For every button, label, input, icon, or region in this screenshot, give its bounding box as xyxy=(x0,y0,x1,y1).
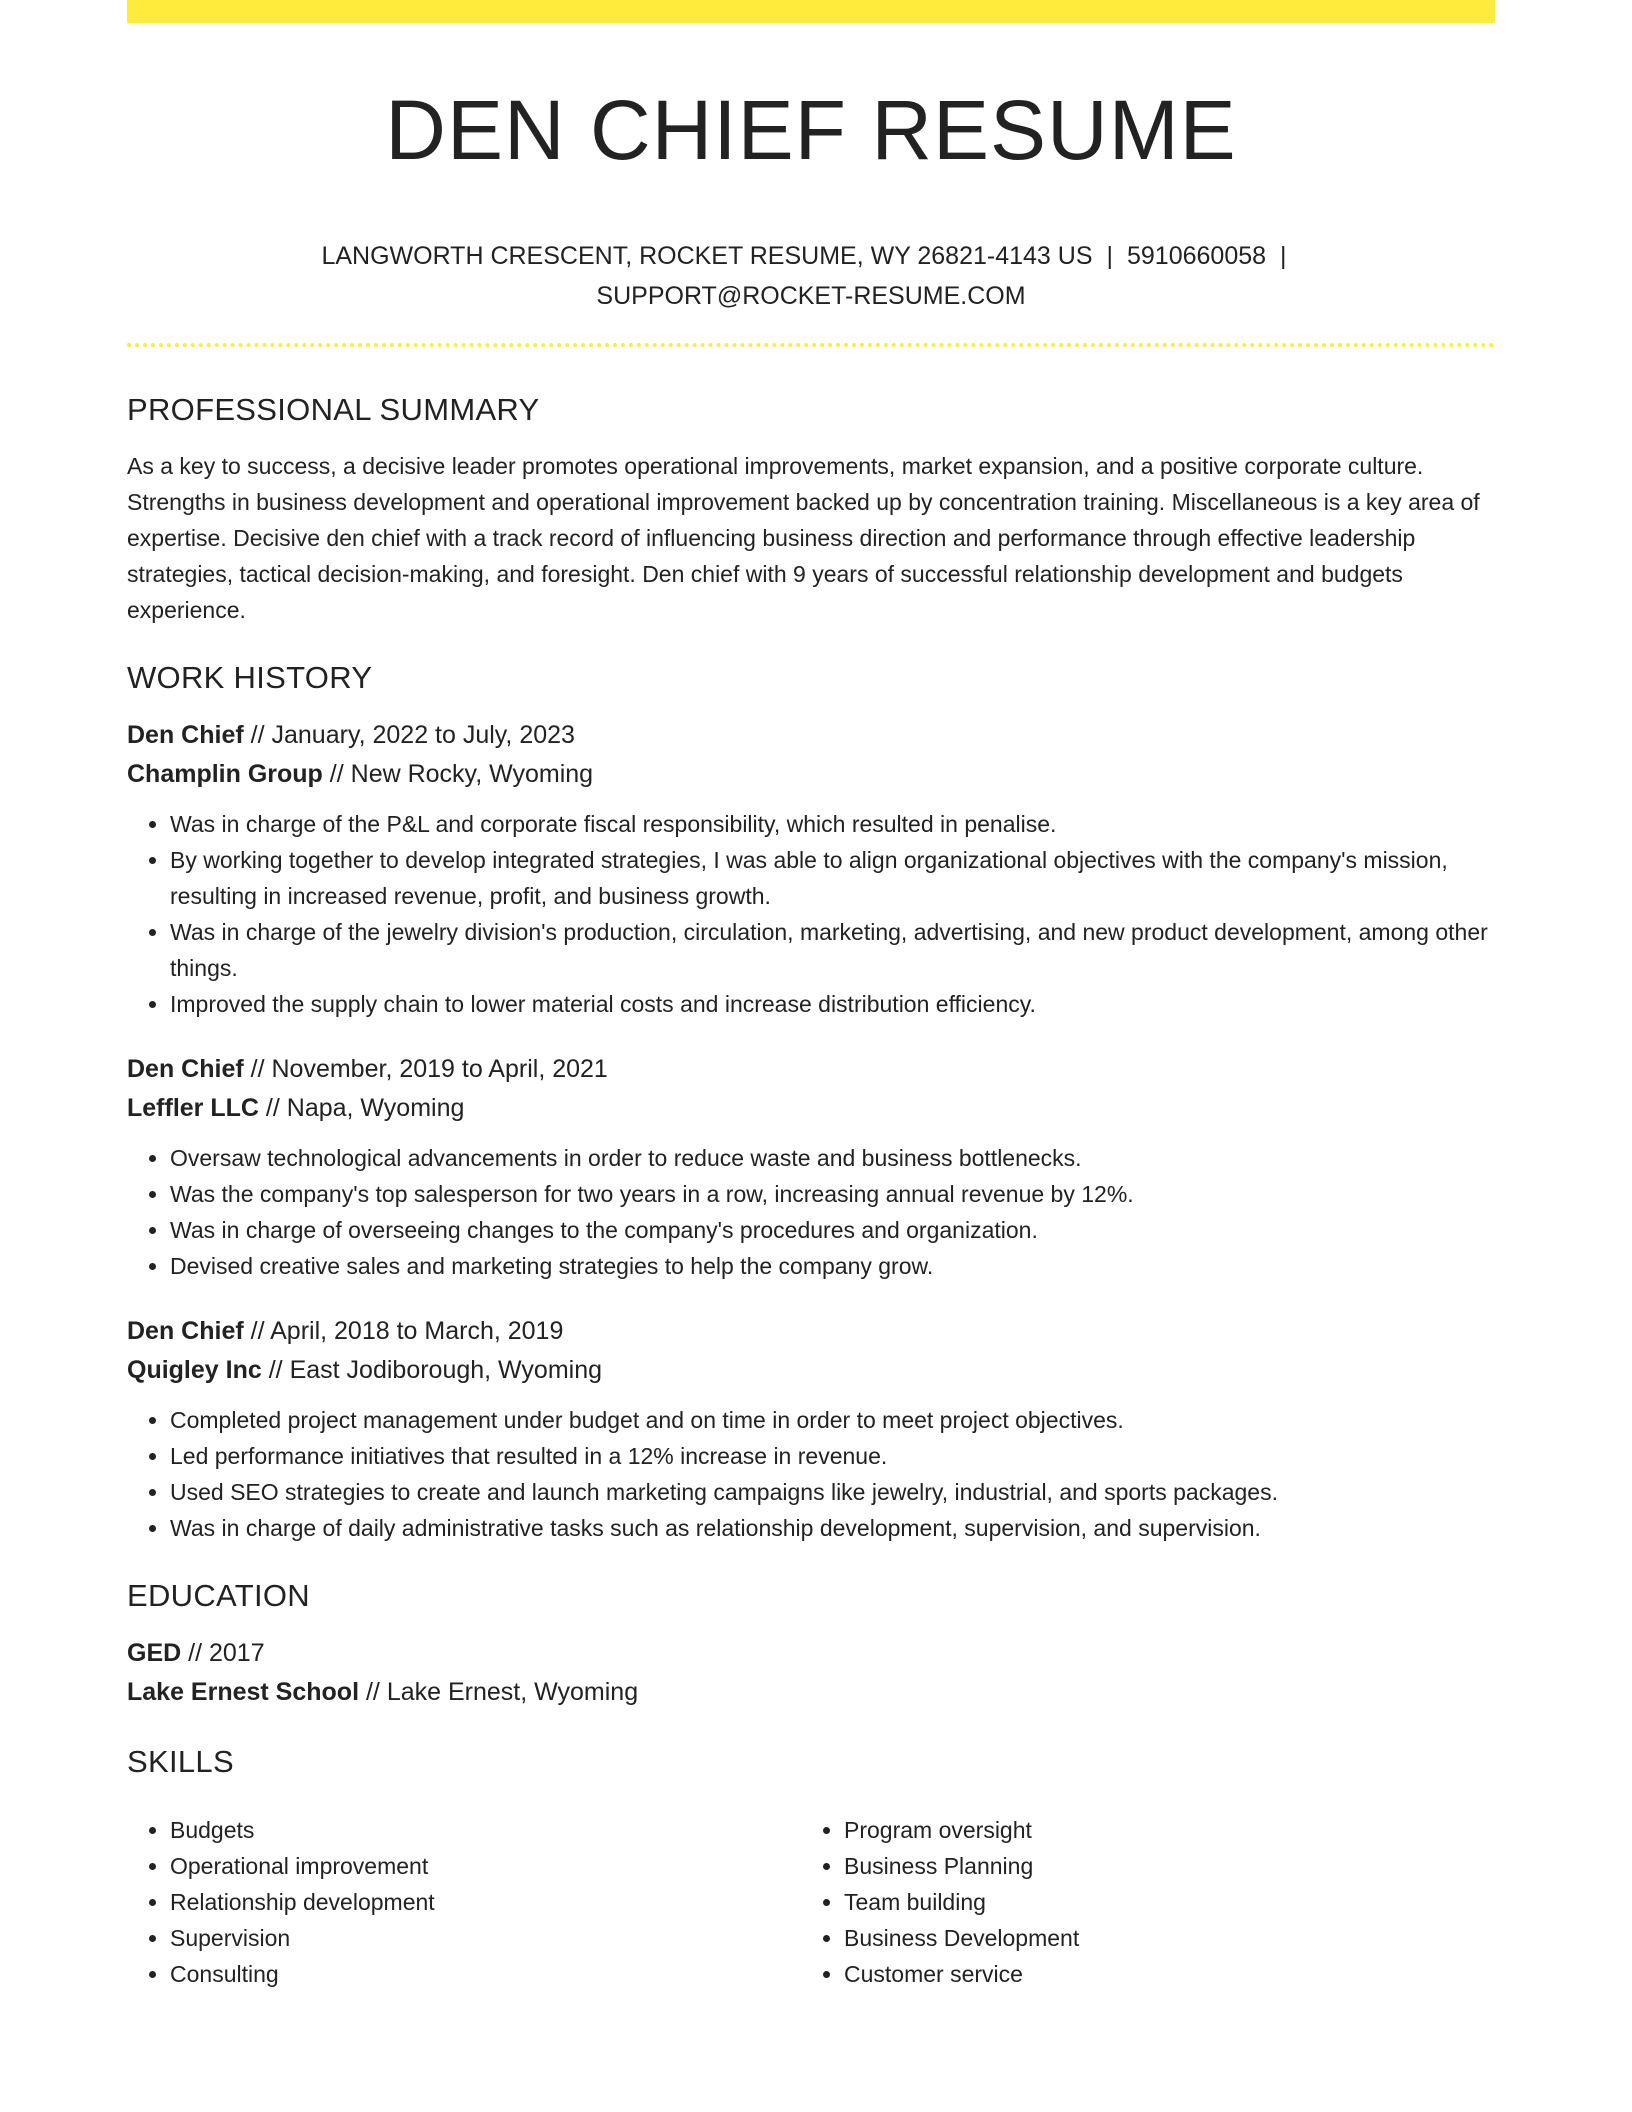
education-degree: GED xyxy=(127,1639,182,1667)
skill-item: • Supervision xyxy=(170,1920,801,1956)
summary-text: As a key to success, a decisive leader promotes operational improvements, market expansion, and a positive corporate culture. Strengths in business development and operational improvement backed up by concentration training. Miscellaneous is a key area of expertise. Decisive den chief with a track record of influencing business direction and performance through effective leadership strategies, tactical decision-making, and foresight. Den chief with 9 years of successful relationship development and budgets experience. xyxy=(127,453,1480,623)
job-company: Leffler LLC xyxy=(127,1094,259,1122)
job-location: East Jodiborough, Wyoming xyxy=(289,1356,603,1384)
job-dates: January, 2022 to July, 2023 xyxy=(271,721,575,749)
divider: // xyxy=(250,721,265,749)
job-bullet: • Improved the supply chain to lower material costs and increase distribution efficiency. xyxy=(170,986,1495,1022)
job-bullet: • Used SEO strategies to create and launch marketing campaigns like jewelry, industrial, and sports packages. xyxy=(170,1474,1495,1510)
skills-columns xyxy=(127,1800,1495,1992)
job-dates: April, 2018 to March, 2019 xyxy=(270,1317,564,1345)
divider: // xyxy=(268,1356,283,1384)
job-bullet: • Was the company's top salesperson for two years in a row, increasing annual revenue by 12%. xyxy=(170,1176,1495,1212)
job-bullet: • Was in charge of daily administrative tasks such as relationship development, supervision, and supervision. xyxy=(170,1510,1495,1546)
job-bullets xyxy=(127,806,1495,1022)
job-entry xyxy=(127,716,1495,1022)
contact-separator: | xyxy=(1280,242,1287,270)
skill-item: • Operational improvement xyxy=(170,1848,801,1884)
education-year: 2017 xyxy=(209,1639,265,1667)
job-bullet: • Completed project management under budget and on time in order to meet project objectives. xyxy=(170,1402,1495,1438)
summary-heading: PROFESSIONAL SUMMARY xyxy=(127,392,540,427)
skills-section xyxy=(127,1740,1495,1992)
job-bullet: • Was in charge of overseeing changes to the company's procedures and organization. xyxy=(170,1212,1495,1248)
education-degree-line xyxy=(127,1634,1495,1673)
job-bullets xyxy=(127,1140,1495,1284)
job-bullet: • Devised creative sales and marketing strategies to help the company grow. xyxy=(170,1248,1495,1284)
skill-item: • Budgets xyxy=(170,1812,801,1848)
divider: // xyxy=(265,1094,280,1122)
skill-item: • Relationship development xyxy=(170,1884,801,1920)
job-bullets xyxy=(127,1402,1495,1546)
education-school-line xyxy=(127,1673,1495,1712)
skill-item: • Team building xyxy=(844,1884,1475,1920)
job-title-line xyxy=(127,1312,1495,1351)
job-entry xyxy=(127,1312,1495,1546)
contact-phone: 5910660058 xyxy=(1127,242,1267,270)
education-section xyxy=(127,1574,1495,1712)
job-title-line xyxy=(127,716,1495,755)
job-title: Den Chief xyxy=(127,1055,244,1083)
job-bullet: • Was in charge of the jewelry division's production, circulation, marketing, advertising, and new product development, among other things. xyxy=(170,914,1495,986)
skill-item: • Business Development xyxy=(844,1920,1475,1956)
education-school: Lake Ernest School xyxy=(127,1678,360,1706)
job-dates: November, 2019 to April, 2021 xyxy=(271,1055,608,1083)
skill-item: • Program oversight xyxy=(844,1812,1475,1848)
summary-section xyxy=(127,388,1495,628)
job-bullet: • Was in charge of the P&L and corporate fiscal responsibility, which resulted in penalise. xyxy=(170,806,1495,842)
divider: // xyxy=(250,1055,265,1083)
resume-title: DEN CHIEF RESUME xyxy=(385,83,1237,177)
job-title: Den Chief xyxy=(127,1317,244,1345)
contact-info xyxy=(127,236,1495,316)
job-title: Den Chief xyxy=(127,721,244,749)
skill-item: • Customer service xyxy=(844,1956,1475,1992)
divider: // xyxy=(365,1678,380,1706)
job-company: Champlin Group xyxy=(127,760,323,788)
divider: // xyxy=(188,1639,203,1667)
work-history-heading: WORK HISTORY xyxy=(127,660,373,695)
resume-content xyxy=(127,388,1495,1992)
skills-column-left xyxy=(127,1800,801,1992)
job-bullet: • Led performance initiatives that resulted in a 12% increase in revenue. xyxy=(170,1438,1495,1474)
accent-top-bar xyxy=(127,0,1495,23)
skills-list xyxy=(801,1812,1475,1992)
skill-item: • Business Planning xyxy=(844,1848,1475,1884)
skills-list xyxy=(127,1812,801,1992)
skills-heading: SKILLS xyxy=(127,1744,234,1779)
divider: // xyxy=(329,760,344,788)
job-entry xyxy=(127,1050,1495,1284)
job-company: Quigley Inc xyxy=(127,1356,262,1384)
contact-separator: | xyxy=(1106,242,1113,270)
contact-address: LANGWORTH CRESCENT, ROCKET RESUME, WY 26821-4143 US xyxy=(321,242,1093,270)
skills-column-right xyxy=(801,1800,1475,1992)
job-company-line xyxy=(127,755,1495,794)
skill-item: • Consulting xyxy=(170,1956,801,1992)
job-bullet: • By working together to develop integrated strategies, I was able to align organizational objectives with the company's mission, resulting in increased revenue, profit, and business growth. xyxy=(170,842,1495,914)
education-location: Lake Ernest, Wyoming xyxy=(386,1678,639,1706)
work-history-section xyxy=(127,656,1495,1546)
job-location: New Rocky, Wyoming xyxy=(350,760,594,788)
divider: // xyxy=(250,1317,265,1345)
education-heading: EDUCATION xyxy=(127,1578,310,1613)
job-company-line xyxy=(127,1089,1495,1128)
contact-email: SUPPORT@ROCKET-RESUME.COM xyxy=(596,282,1026,310)
job-title-line xyxy=(127,1050,1495,1089)
job-bullet: • Oversaw technological advancements in order to reduce waste and business bottlenecks. xyxy=(170,1140,1495,1176)
job-company-line xyxy=(127,1351,1495,1390)
header-divider xyxy=(127,343,1495,347)
job-location: Napa, Wyoming xyxy=(286,1094,465,1122)
